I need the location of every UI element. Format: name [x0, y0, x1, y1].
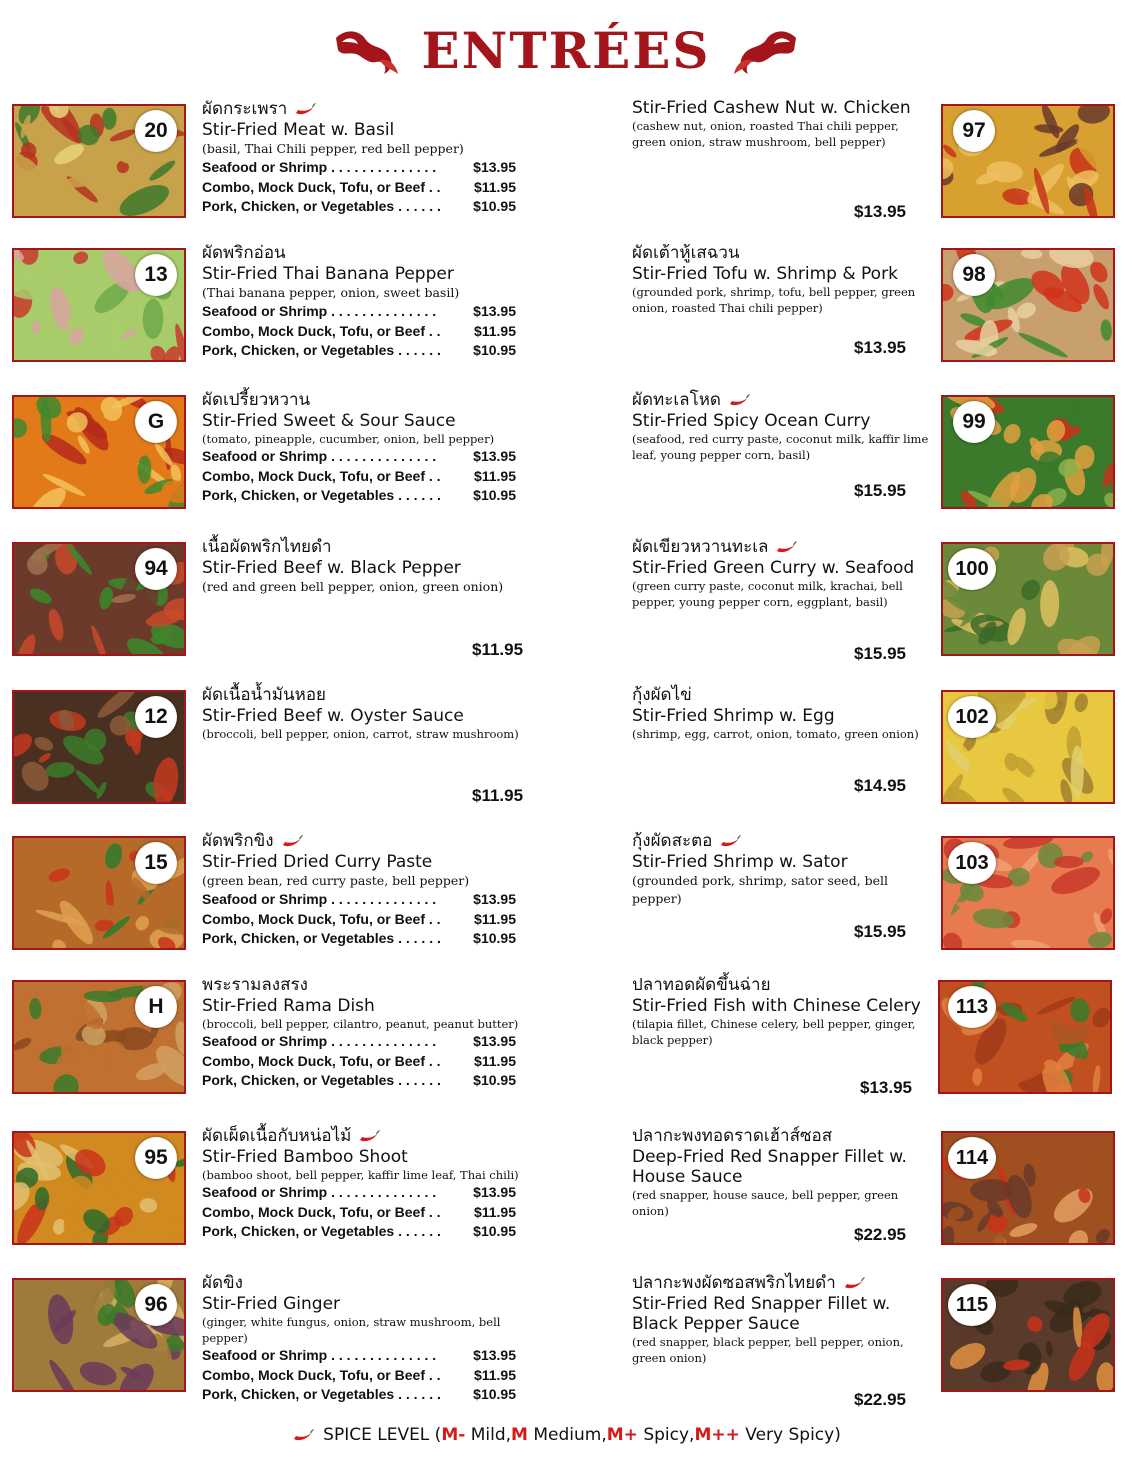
item-text — [202, 1125, 522, 1242]
thai-name — [632, 1272, 932, 1294]
price-value: $13.95 — [473, 303, 516, 319]
item-number-badge: 100 — [948, 548, 996, 590]
english-name: Deep-Fried Red Snapper Fillet w. House Sauce — [632, 1147, 907, 1187]
thai-name-text: กุ้งผัดสะตอ — [632, 831, 713, 851]
thai-name-text: ผัดเขียวหวานทะเล — [632, 537, 769, 557]
price-value: $11.95 — [473, 322, 516, 339]
price-option-label: Combo, Mock Duck, Tofu, or Beef . . — [202, 322, 441, 339]
level-code: M++ — [694, 1425, 740, 1445]
chili-icon — [291, 1427, 315, 1443]
level-code: M- — [441, 1425, 466, 1445]
price-row — [202, 302, 516, 322]
price-value: $10.95 — [473, 1223, 516, 1239]
ingredients-description: (shrimp, egg, carrot, onion, tomato, green onion) — [632, 727, 919, 741]
price-row — [202, 929, 516, 949]
thai-name — [202, 1125, 522, 1147]
price-list — [202, 890, 522, 949]
item-price: $15.95 — [854, 481, 906, 500]
thai-name-text: ปลาทอดผัดขึ้นฉ่าย — [632, 975, 771, 995]
english-name: Stir-Fried Beef w. Black Pepper — [202, 558, 461, 578]
item-text — [202, 1272, 522, 1405]
english-name: Stir-Fried Shrimp w. Egg — [632, 706, 835, 726]
price-option-label: Seafood or Shrimp . . . . . . . . . . . . . . — [202, 159, 437, 175]
item-number-badge: 113 — [948, 986, 996, 1028]
price-option-label: Seafood or Shrimp . . . . . . . . . . . . . . — [202, 303, 437, 319]
chili-icon — [293, 101, 317, 117]
price-option-label: Combo, Mock Duck, Tofu, or Beef . . — [202, 178, 441, 195]
item-price: $11.95 — [472, 640, 524, 659]
item-number-badge: 114 — [948, 1137, 996, 1179]
thai-name-text: ผัดเต้าหู้เสฉวน — [632, 243, 740, 263]
price-option-label: Combo, Mock Duck, Tofu, or Beef . . — [202, 1052, 441, 1069]
price-row — [202, 1222, 516, 1242]
price-value: $10.95 — [473, 1386, 516, 1402]
price-option-label: Seafood or Shrimp . . . . . . . . . . . . . . — [202, 1033, 437, 1049]
thai-name-text: พระรามลงสรง — [202, 975, 308, 995]
price-row — [202, 467, 516, 487]
price-option-label: Pork, Chicken, or Vegetables . . . . . . — [202, 930, 441, 946]
thai-name-text: ผัดกระเพรา — [202, 99, 288, 119]
ingredients-description: (red and green bell pepper, onion, green onion) — [202, 579, 504, 594]
right-ornament-icon — [732, 24, 800, 76]
thai-name — [632, 974, 932, 996]
thai-name-text: ผัดพริกขิง — [202, 831, 274, 851]
thai-name — [202, 830, 522, 852]
price-row — [202, 910, 516, 930]
item-number-badge: 20 — [135, 110, 177, 152]
price-value: $13.95 — [473, 891, 516, 907]
english-name: Stir-Fried Rama Dish — [202, 996, 375, 1016]
item-text — [632, 242, 932, 316]
item-number-badge: 97 — [953, 110, 995, 152]
chili-icon — [774, 539, 798, 555]
thai-name-text: กุ้งผัดไข่ — [632, 685, 692, 705]
price-row — [202, 178, 516, 198]
thai-name-text: ปลากะพงผัดซอสพริกไทยดำ — [632, 1273, 836, 1293]
ingredients-description: (green bean, red curry paste, bell pepper) — [202, 873, 470, 888]
price-value: $13.95 — [473, 1184, 516, 1200]
price-option-label: Pork, Chicken, or Vegetables . . . . . . — [202, 342, 441, 358]
thai-name — [632, 684, 932, 706]
chili-icon — [842, 1275, 866, 1291]
thai-name — [202, 684, 522, 706]
level-code: M+ — [606, 1425, 638, 1445]
price-option-label: Seafood or Shrimp . . . . . . . . . . . . . . — [202, 1184, 437, 1200]
item-text — [632, 389, 932, 463]
item-price: $14.95 — [854, 776, 906, 795]
item-text — [202, 830, 522, 949]
item-price: $13.95 — [854, 202, 906, 221]
item-number-badge: 94 — [135, 548, 177, 590]
ingredients-description: (Thai banana pepper, onion, sweet basil) — [202, 285, 460, 300]
english-name: Stir-Fried Green Curry w. Seafood — [632, 558, 915, 578]
thai-name — [632, 830, 932, 852]
price-list — [202, 1346, 522, 1405]
english-name: Stir-Fried Dried Curry Paste — [202, 852, 433, 872]
english-name: Stir-Fried Sweet & Sour Sauce — [202, 411, 456, 431]
page-title: ENTRÉES — [421, 20, 711, 80]
item-number-badge: H — [135, 986, 177, 1028]
english-name: Stir-Fried Shrimp w. Sator — [632, 852, 848, 872]
price-option-label: Seafood or Shrimp . . . . . . . . . . . . . . — [202, 448, 437, 464]
price-option-label: Pork, Chicken, or Vegetables . . . . . . — [202, 487, 441, 503]
chili-icon — [718, 833, 742, 849]
item-text — [202, 98, 522, 217]
price-list — [202, 1032, 522, 1091]
ingredients-description: (seafood, red curry paste, coconut milk, kaffir lime leaf, young pepper corn, basil) — [632, 432, 929, 462]
price-option-label: Pork, Chicken, or Vegetables . . . . . . — [202, 1072, 441, 1088]
thai-name — [202, 1272, 522, 1294]
price-option-label: Pork, Chicken, or Vegetables . . . . . . — [202, 198, 441, 214]
price-row — [202, 1071, 516, 1091]
item-text — [202, 242, 522, 361]
thai-name — [202, 98, 522, 120]
english-name: Stir-Fried Fish with Chinese Celery — [632, 996, 921, 1016]
thai-name-text: ผัดทะเลโหด — [632, 390, 721, 410]
item-number-badge: 13 — [135, 254, 177, 296]
thai-name-text: ปลากะพงทอดราดเฮ้าส์ซอส — [632, 1126, 833, 1146]
price-row — [202, 322, 516, 342]
item-text — [632, 536, 932, 610]
thai-name-text: ผัดขิง — [202, 1273, 243, 1293]
item-number-badge: 95 — [135, 1137, 177, 1179]
item-number-badge: 115 — [948, 1284, 996, 1326]
price-value: $13.95 — [473, 1347, 516, 1363]
item-text — [632, 1272, 932, 1366]
price-row — [202, 1385, 516, 1405]
item-text — [202, 389, 522, 506]
item-price: $13.95 — [860, 1078, 912, 1097]
price-row — [202, 890, 516, 910]
item-number-badge: 12 — [135, 696, 177, 738]
item-price: $15.95 — [854, 644, 906, 663]
ingredients-description: (green curry paste, coconut milk, krachai, bell pepper, young pepper corn, eggplant, basil) — [632, 579, 903, 609]
price-row — [202, 1052, 516, 1072]
item-text — [632, 1125, 932, 1219]
thai-name — [632, 242, 932, 264]
ingredients-description: (grounded pork, shrimp, sator seed, bell pepper) — [632, 873, 889, 906]
item-text — [632, 974, 932, 1048]
price-row — [202, 1203, 516, 1223]
price-value: $11.95 — [473, 1052, 516, 1069]
ingredients-description: (broccoli, bell pepper, cilantro, peanut, peanut butter) — [202, 1017, 519, 1031]
price-option-label: Combo, Mock Duck, Tofu, or Beef . . — [202, 1366, 441, 1383]
ingredients-description: (ginger, white fungus, onion, straw mushroom, bell pepper) — [202, 1315, 501, 1345]
price-value: $11.95 — [473, 910, 516, 927]
thai-name — [202, 974, 522, 996]
price-value: $11.95 — [473, 467, 516, 484]
item-text — [202, 974, 522, 1091]
item-number-badge: 98 — [953, 254, 995, 296]
price-list — [202, 158, 522, 217]
item-text — [202, 684, 522, 742]
english-name: Stir-Fried Ginger — [202, 1294, 341, 1314]
price-value: $10.95 — [473, 342, 516, 358]
item-number-badge: G — [135, 401, 177, 443]
english-name: Stir-Fried Red Snapper Fillet w. Black Pepper Sauce — [632, 1294, 891, 1334]
price-option-label: Seafood or Shrimp . . . . . . . . . . . . . . — [202, 891, 437, 907]
thai-name-text: ผัดเนื้อน้ำมันหอย — [202, 685, 327, 705]
price-row — [202, 341, 516, 361]
price-value: $10.95 — [473, 487, 516, 503]
chili-icon — [357, 1128, 381, 1144]
item-price: $15.95 — [854, 922, 906, 941]
chili-icon — [280, 833, 304, 849]
item-price: $11.95 — [472, 786, 524, 805]
price-value: $11.95 — [473, 178, 516, 195]
ingredients-description: (basil, Thai Chili pepper, red bell pepper) — [202, 141, 464, 156]
chili-icon — [727, 392, 751, 408]
price-list — [202, 1183, 522, 1242]
ingredients-description: (red snapper, black pepper, bell pepper, onion, green onion) — [632, 1335, 904, 1365]
page-header — [0, 14, 1132, 86]
english-name: Stir-Fried Beef w. Oyster Sauce — [202, 706, 464, 726]
price-value: $10.95 — [473, 930, 516, 946]
spice-level-label: SPICE LEVEL (M- Mild,M Medium,M+ Spicy,M++ Very Spicy) — [323, 1425, 841, 1445]
thai-name-text: เนื้อผัดพริกไทยดำ — [202, 537, 332, 557]
item-text — [632, 98, 932, 150]
ingredients-description: (grounded pork, shrimp, tofu, bell pepper, green onion, roasted Thai chili pepper) — [632, 285, 916, 315]
ingredients-description: (red snapper, house sauce, bell pepper, green onion) — [632, 1188, 899, 1218]
thai-name — [202, 389, 522, 411]
price-option-label: Pork, Chicken, or Vegetables . . . . . . — [202, 1223, 441, 1239]
price-value: $13.95 — [473, 159, 516, 175]
english-name: Stir-Fried Tofu w. Shrimp & Pork — [632, 264, 898, 284]
ingredients-description: (tomato, pineapple, cucumber, onion, bell pepper) — [202, 432, 495, 446]
spice-level-legend — [0, 1425, 1132, 1445]
price-row — [202, 1183, 516, 1203]
price-list — [202, 447, 522, 506]
english-name: Stir-Fried Thai Banana Pepper — [202, 264, 454, 284]
price-row — [202, 1032, 516, 1052]
item-price: $22.95 — [854, 1390, 906, 1409]
price-option-label: Pork, Chicken, or Vegetables . . . . . . — [202, 1386, 441, 1402]
english-name: Stir-Fried Meat w. Basil — [202, 120, 395, 140]
price-row — [202, 447, 516, 467]
thai-name — [632, 536, 932, 558]
english-name: Stir-Fried Bamboo Shoot — [202, 1147, 408, 1167]
item-number-badge: 103 — [948, 842, 996, 884]
price-row — [202, 158, 516, 178]
price-row — [202, 1366, 516, 1386]
level-code: M — [511, 1425, 528, 1445]
price-value: $13.95 — [473, 1033, 516, 1049]
ingredients-description: (broccoli, bell pepper, onion, carrot, straw mushroom) — [202, 727, 519, 741]
thai-name — [202, 536, 522, 558]
item-price: $22.95 — [854, 1225, 906, 1244]
thai-name-text: ผัดพริกอ่อน — [202, 243, 286, 263]
price-value: $11.95 — [473, 1366, 516, 1383]
thai-name — [632, 1125, 932, 1147]
english-name: Stir-Fried Cashew Nut w. Chicken — [632, 98, 911, 118]
item-text — [632, 830, 932, 908]
thai-name — [632, 389, 932, 411]
item-number-badge: 15 — [135, 842, 177, 884]
price-option-label: Seafood or Shrimp . . . . . . . . . . . . . . — [202, 1347, 437, 1363]
english-name: Stir-Fried Spicy Ocean Curry — [632, 411, 871, 431]
thai-name-text: ผัดเปรี้ยวหวาน — [202, 390, 311, 410]
price-option-label: Combo, Mock Duck, Tofu, or Beef . . — [202, 910, 441, 927]
thai-name-text: ผัดเผ็ดเนื้อกับหน่อไม้ — [202, 1126, 352, 1146]
item-number-badge: 96 — [135, 1284, 177, 1326]
ingredients-description: (cashew nut, onion, roasted Thai chili pepper, green onion, straw mushroom, bell pepper) — [632, 119, 899, 149]
item-price: $13.95 — [854, 338, 906, 357]
price-value: $13.95 — [473, 448, 516, 464]
left-ornament-icon — [332, 24, 400, 76]
price-value: $10.95 — [473, 1072, 516, 1088]
ingredients-description: (bamboo shoot, bell pepper, kaffir lime leaf, Thai chili) — [202, 1168, 519, 1182]
item-number-badge: 99 — [953, 401, 995, 443]
price-row — [202, 486, 516, 506]
thai-name — [202, 242, 522, 264]
price-option-label: Combo, Mock Duck, Tofu, or Beef . . — [202, 467, 441, 484]
ingredients-description: (tilapia fillet, Chinese celery, bell pepper, ginger, black pepper) — [632, 1017, 916, 1047]
price-option-label: Combo, Mock Duck, Tofu, or Beef . . — [202, 1203, 441, 1220]
price-row — [202, 1346, 516, 1366]
item-number-badge: 102 — [948, 696, 996, 738]
price-row — [202, 197, 516, 217]
item-text — [632, 684, 932, 742]
price-list — [202, 302, 522, 361]
item-text — [202, 536, 522, 596]
price-value: $10.95 — [473, 198, 516, 214]
price-value: $11.95 — [473, 1203, 516, 1220]
